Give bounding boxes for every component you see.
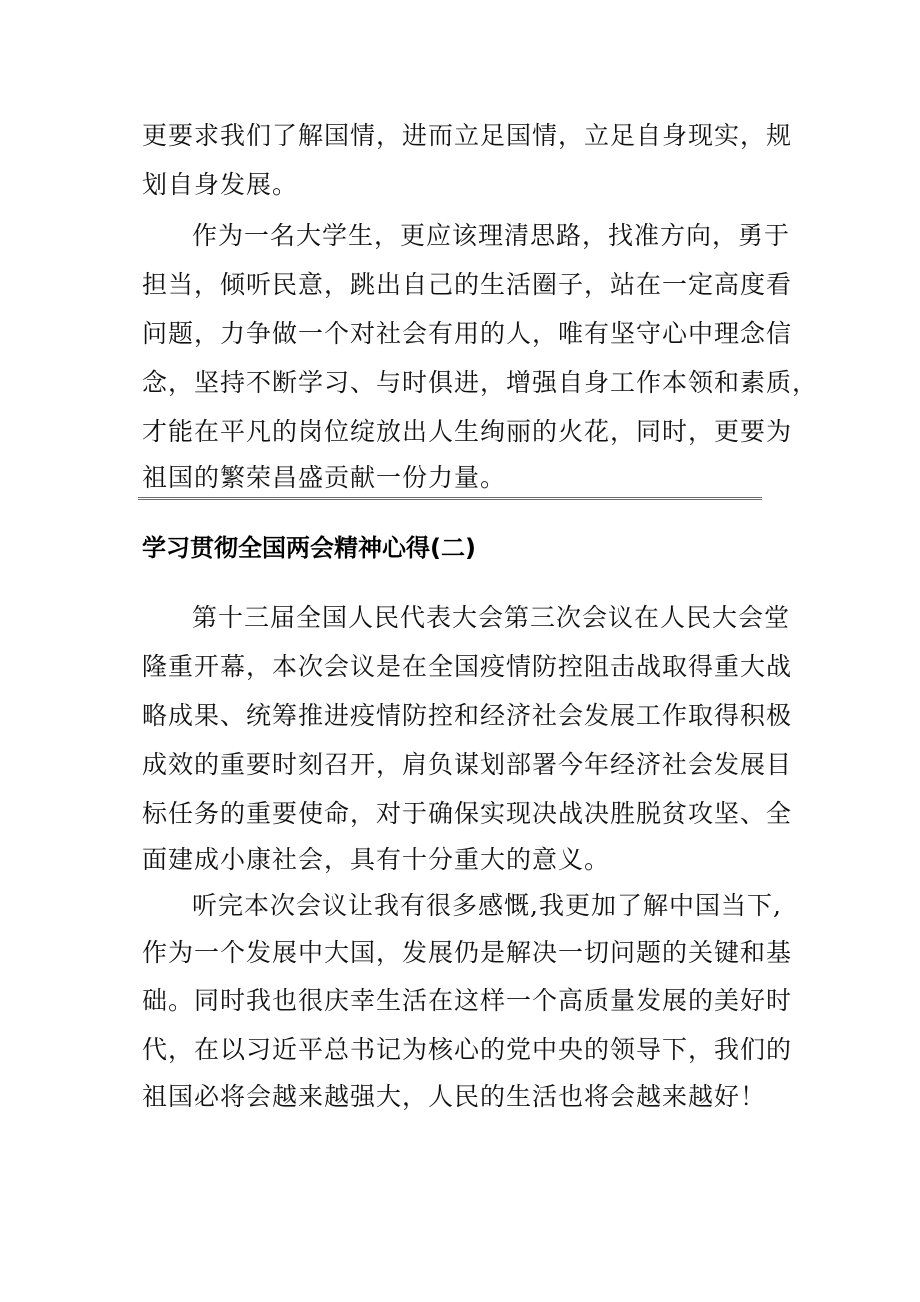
paragraph-line: 作为一个发展中大国，发展仍是解决一切问题的关键和基 <box>142 938 793 967</box>
paragraph-line: 面建成小康社会，具有十分重大的意义。 <box>142 845 611 874</box>
paragraph-line: 划自身发展。 <box>142 170 299 199</box>
paragraph-line: 础。同时我也很庆幸生活在这样一个高质量发展的美好时 <box>142 986 793 1015</box>
paragraph-line: 第十三届全国人民代表大会第三次会议在人民大会堂 <box>192 603 791 632</box>
paragraph-line: 才能在平凡的岗位绽放出人生绚丽的火花，同时，更要为 <box>142 417 793 446</box>
paragraph-line: 隆重开幕，本次会议是在全国疫情防控阻击战取得重大战 <box>142 652 793 681</box>
paragraph-line: 作为一名大学生，更应该理清思路，找准方向，勇于 <box>192 221 791 250</box>
paragraph-line: 问题，力争做一个对社会有用的人，唯有坚守心中理念信 <box>142 319 793 348</box>
paragraph-line: 听完本次会议让我有很多感慨,我更加了解中国当下, <box>192 891 782 920</box>
paragraph-line: 念，坚持不断学习、与时俱进，增强自身工作本领和素质， <box>142 368 819 397</box>
paragraph-line: 更要求我们了解国情，进而立足国情，立足自身现实，规 <box>142 121 793 150</box>
paragraph-line: 略成果、统筹推进疫情防控和经济社会发展工作取得积极 <box>142 701 793 730</box>
paragraph-line: 担当，倾听民意，跳出自己的生活圈子，站在一定高度看 <box>142 270 793 299</box>
paragraph-line: 代，在以习近平总书记为核心的党中央的领导下，我们的 <box>142 1035 793 1064</box>
section-heading: 学习贯彻全国两会精神心得(二) <box>142 534 476 562</box>
paragraph-line: 成效的重要时刻召开，肩负谋划部署今年经济社会发展目 <box>142 750 793 779</box>
paragraph-line: 祖国的繁荣昌盛贡献一份力量。 <box>142 463 507 492</box>
paragraph-line: 祖国必将会越来越强大，人民的生活也将会越来越好！ <box>142 1082 767 1111</box>
section-divider <box>138 497 762 500</box>
paragraph-line: 标任务的重要使命，对于确保实现决战决胜脱贫攻坚、全 <box>142 799 793 828</box>
